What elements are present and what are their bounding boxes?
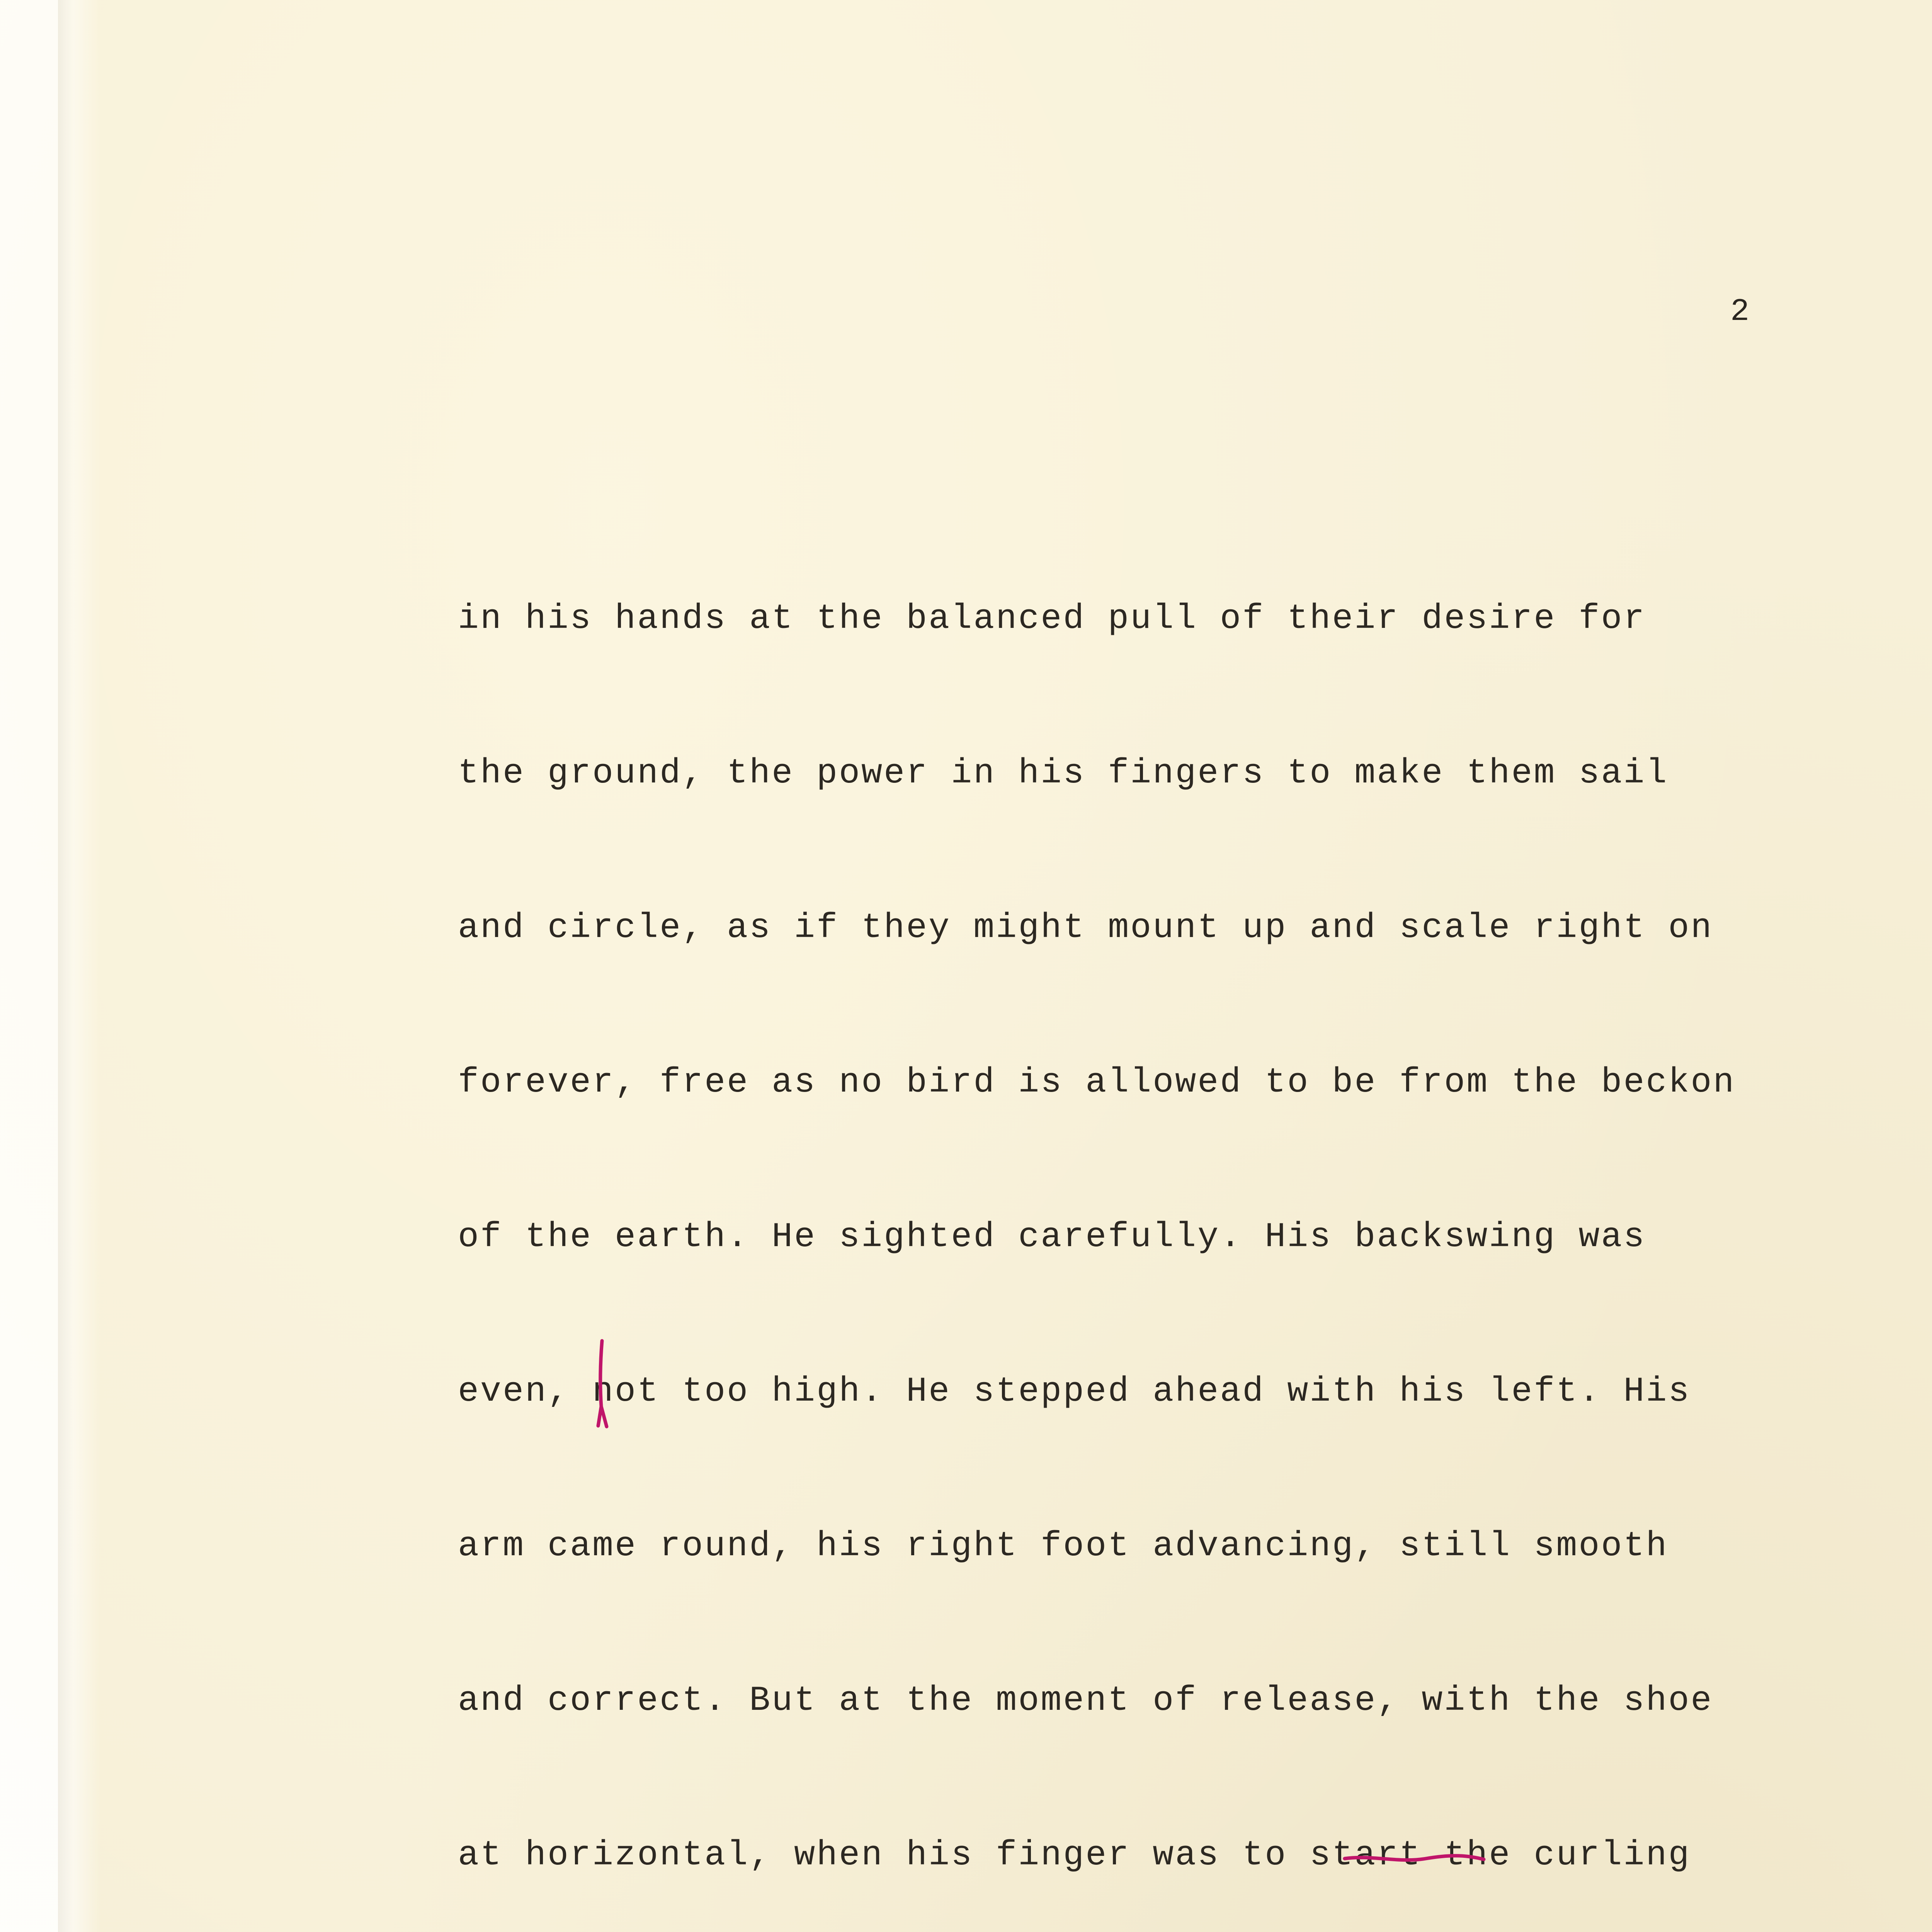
text-line: the ground, the power in his fingers to make them sail <box>458 754 1668 793</box>
typescript-body <box>458 502 1810 1932</box>
text-line: at horizontal, when his finger was to start the curling <box>458 1836 1691 1875</box>
text-line: arm came round, his right foot advancing, still smooth <box>458 1527 1668 1566</box>
text-line: in his hands at the balanced pull of their desire for <box>458 599 1646 639</box>
page-edge-shadow <box>58 0 73 1932</box>
page-number: 2 <box>1730 294 1750 330</box>
text-line: of the earth. He sighted carefully. His backswing was <box>458 1218 1646 1257</box>
text-line: forever, free as no bird is allowed to be from the beckon <box>458 1063 1736 1102</box>
text-line: and correct. But at the moment of release, with the shoe <box>458 1681 1713 1721</box>
text-line: even, not too high. He stepped ahead with his left. His <box>458 1372 1691 1412</box>
text-line: and circle, as if they might mount up and scale right on <box>458 908 1713 948</box>
